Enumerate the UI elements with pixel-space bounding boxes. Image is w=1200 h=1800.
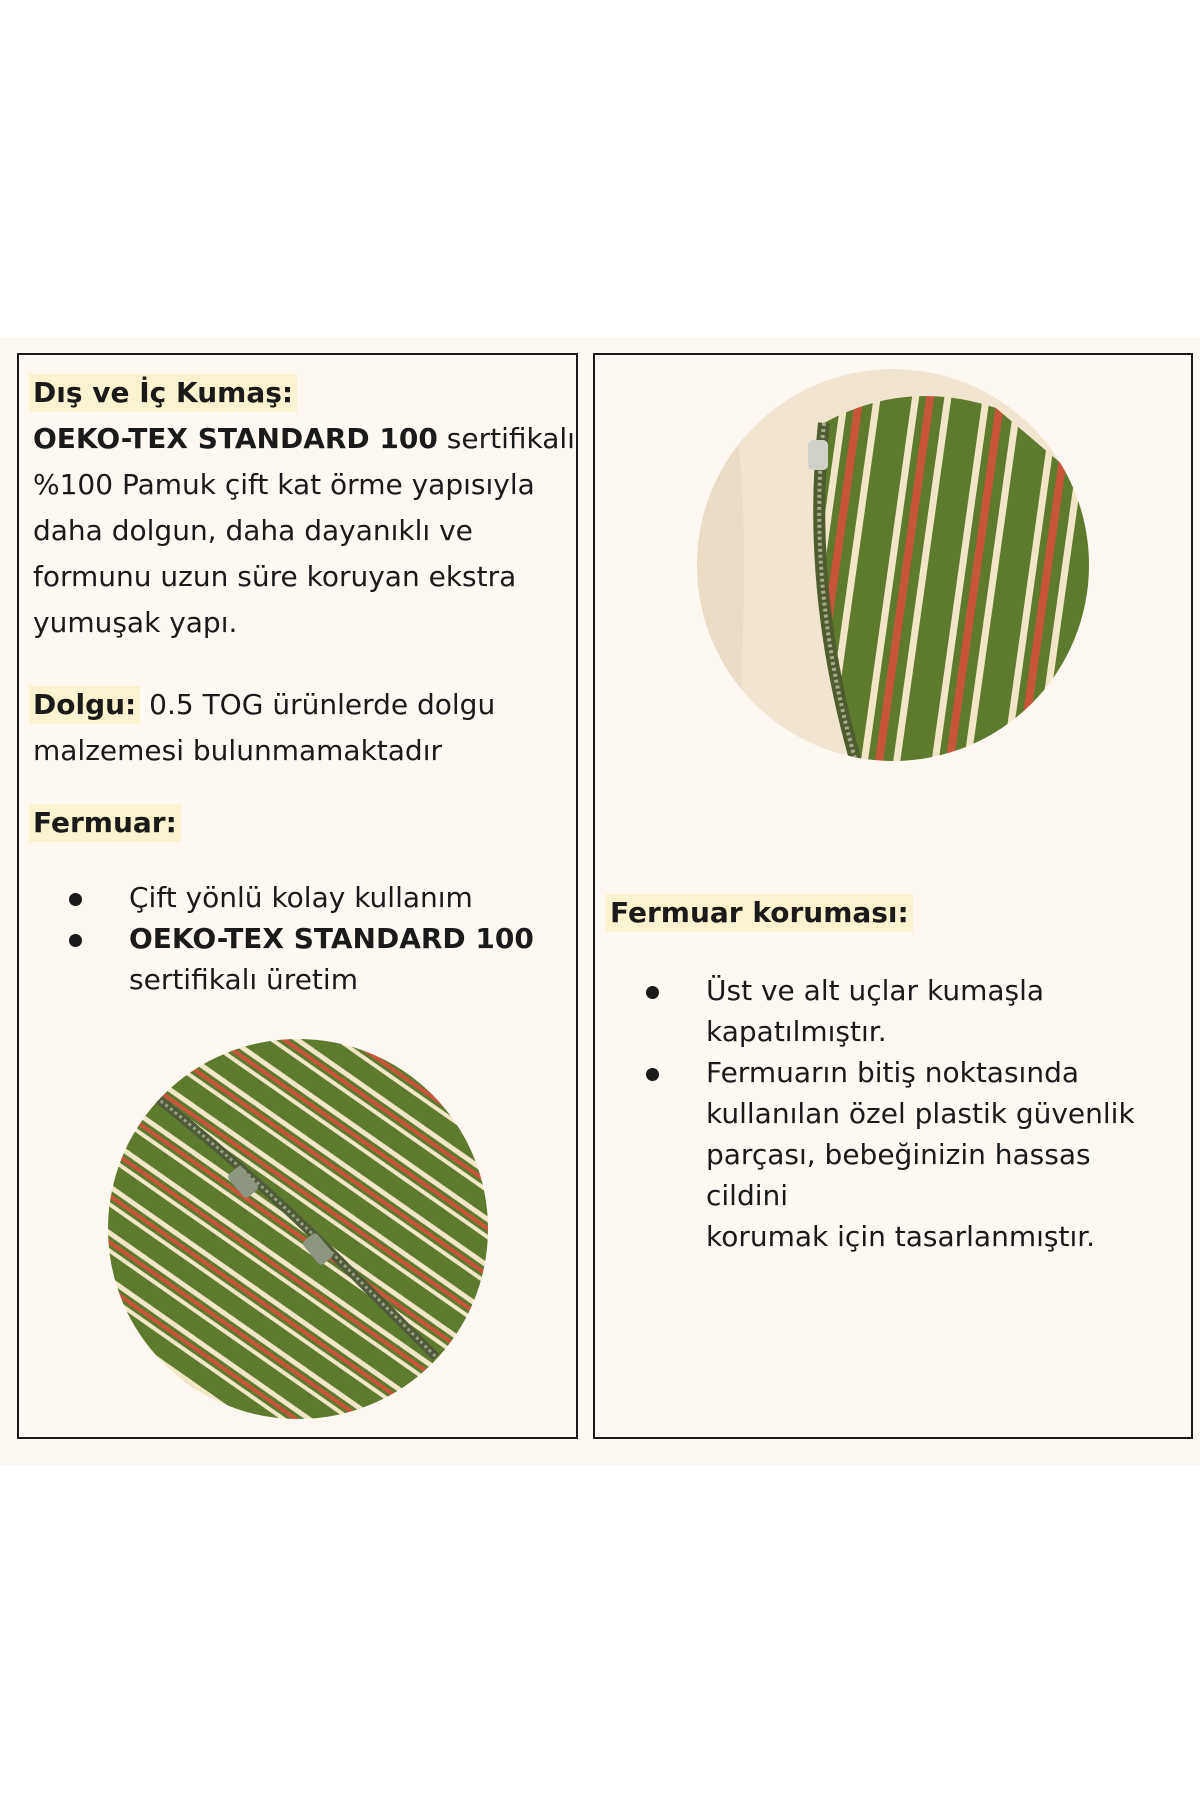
filling-line2: malzemesi bulunmamaktadır (33, 734, 442, 767)
zipper-bullet-1: Çift yönlü kolay kullanım (57, 877, 557, 918)
fabric-line2: %100 Pamuk çift kat örme yapısıyla (33, 468, 535, 501)
zipper-bullet-2: OEKO-TEX STANDARD 100 sertifikalı üretim (57, 918, 557, 1000)
fabric-heading: Dış ve İç Kumaş: (29, 374, 297, 412)
filling-section (33, 682, 495, 774)
fabric-section (33, 370, 575, 646)
filling-line1: 0.5 TOG ürünlerde dolgu (140, 688, 496, 721)
protection-section (610, 890, 913, 936)
fabric-line3: daha dolgun, daha dayanıklı ve (33, 514, 473, 547)
fabric-cert: OEKO-TEX STANDARD 100 (33, 422, 438, 455)
striped-fabric-zipper-photo (106, 1037, 490, 1421)
fabric-line4: formunu uzun süre koruyan ekstra (33, 560, 517, 593)
protection-heading: Fermuar koruması: (606, 894, 913, 932)
protection-bullets (634, 970, 1174, 1257)
zipper-bullets (57, 877, 557, 1000)
zipper-section (33, 800, 181, 846)
fabric-line1: sertifikalı (437, 422, 575, 455)
zipper-heading: Fermuar: (29, 804, 181, 842)
protection-bullet-2: Fermuarın bitiş noktasında kullanılan özel plastik güvenlik parçası, bebeğinizin hassas cildini korumak için tasarlanmıştır. (634, 1052, 1174, 1257)
protection-bullet-1: Üst ve alt uçlar kumaşla kapatılmıştır. (634, 970, 1174, 1052)
filling-heading: Dolgu: (29, 686, 140, 724)
zipper-end-guard-photo (696, 368, 1090, 762)
fabric-line5: yumuşak yapı. (33, 606, 238, 639)
